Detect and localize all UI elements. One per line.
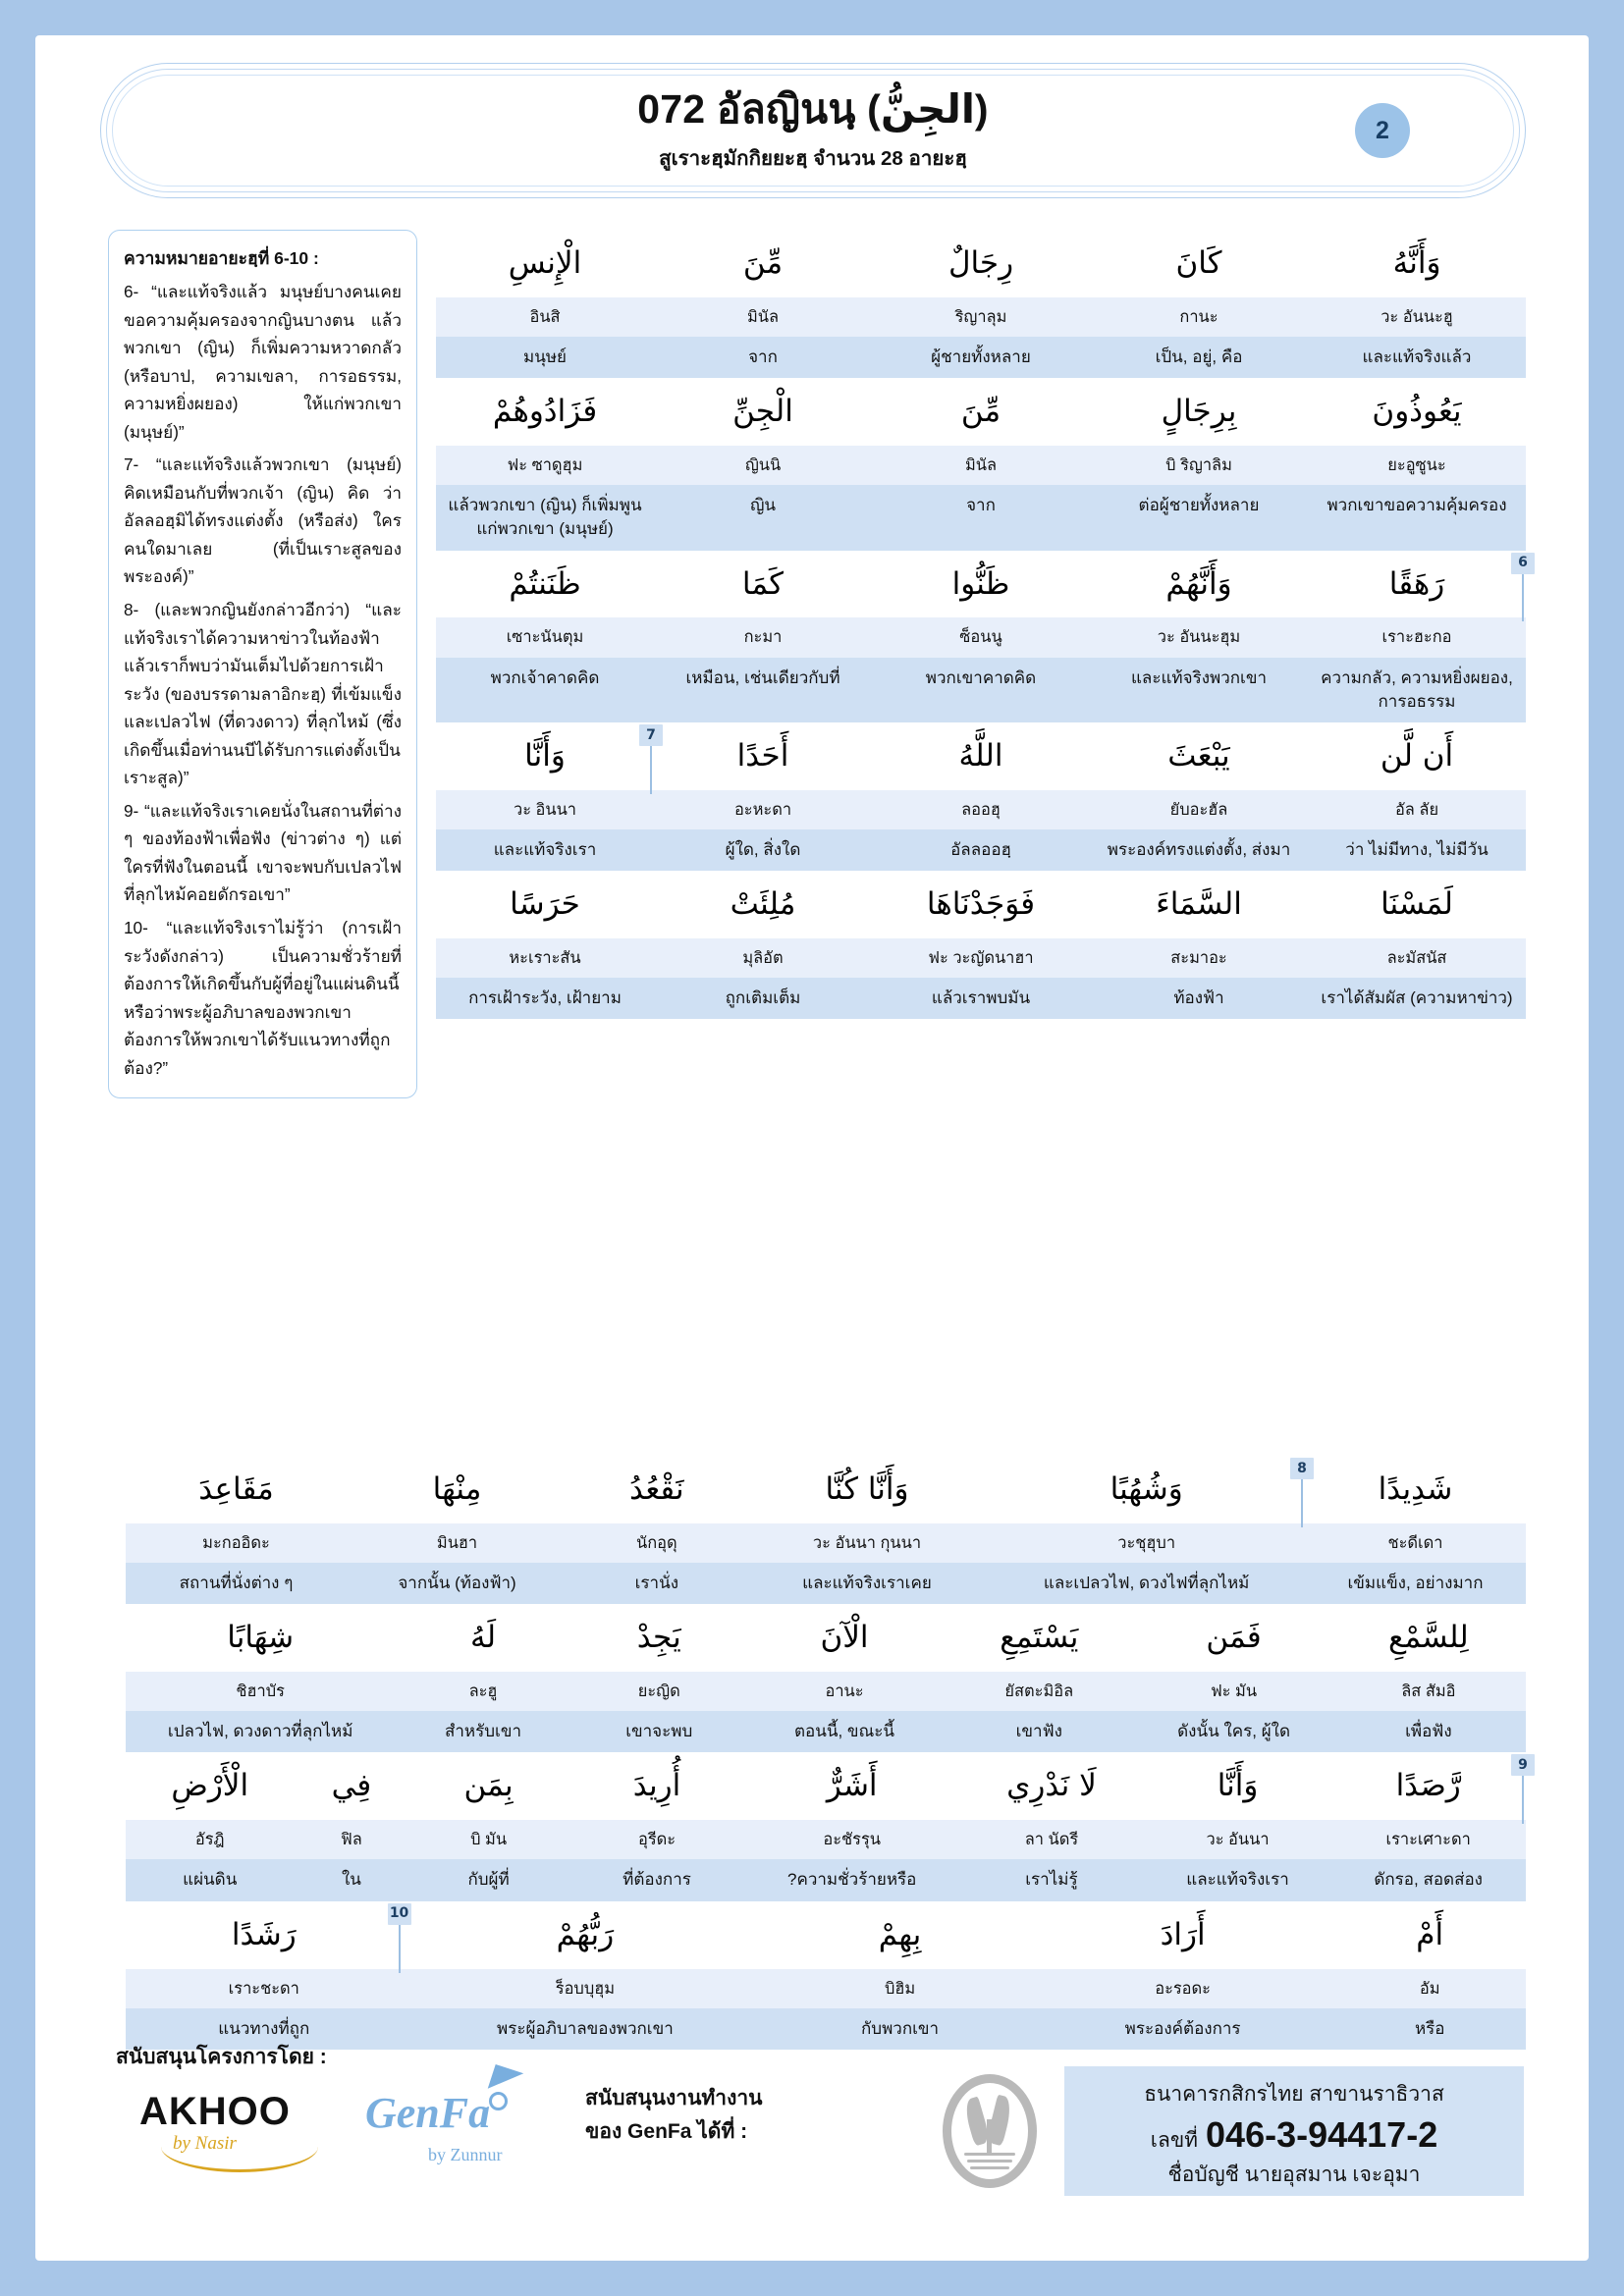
meaning-text: พระผู้อภิบาลของพวกเขา <box>497 2018 674 2038</box>
arabic-row <box>436 871 1526 938</box>
arabic-word[interactable]: شِهَابًا <box>227 1620 295 1656</box>
table-row <box>126 1456 1526 1604</box>
transliteration-text: อานะ <box>825 1682 864 1701</box>
footer <box>35 2031 1589 2227</box>
meaning-text: กับผู้ที่ <box>467 1870 510 1890</box>
genfa-support-note <box>585 2082 762 2148</box>
meaning-text: แผ่นดิน <box>183 1870 238 1890</box>
transliteration-text: วะ อันนา <box>1206 1831 1270 1849</box>
arabic-word[interactable]: الْآنَ <box>820 1620 869 1656</box>
meaning-text: สถานที่นั่งต่าง ๆ <box>179 1574 294 1593</box>
word-by-word-table <box>436 230 1526 1019</box>
arabic-word[interactable]: أَمْ <box>1416 1916 1444 1952</box>
transliteration-text: ฟะ มัน <box>1211 1682 1258 1701</box>
transliteration-text: ยะญิด <box>637 1682 680 1701</box>
arabic-row <box>126 1752 1526 1820</box>
transliteration-text: ละมัสนัส <box>1386 949 1447 967</box>
arabic-word[interactable]: شَدِيدًا <box>1378 1471 1453 1507</box>
akhoo-byline: by Nasir <box>173 2133 237 2154</box>
transliteration-row <box>126 1523 1526 1563</box>
meaning-text: ญิน <box>749 496 777 515</box>
transliteration-text: วะ อันนะฮู <box>1380 307 1453 326</box>
meaning-text: และแท้จริงพวกเขา <box>1130 667 1268 687</box>
arabic-word[interactable]: نَقْعُدُ <box>629 1471 684 1507</box>
meaning-text: ดังนั้น ใคร, ผู้ใด <box>1177 1722 1290 1741</box>
verse-number-badge: 6 <box>1511 553 1535 574</box>
meaning-text: ถูกเติมเต็ม <box>725 988 801 1008</box>
arabic-word[interactable]: بِمَن <box>463 1768 514 1804</box>
arabic-word[interactable]: لَا نَدْرِي <box>1006 1768 1097 1804</box>
arabic-word[interactable]: السَّمَاءَ <box>1156 886 1242 923</box>
transliteration-text: ละฮู <box>468 1682 498 1701</box>
table-row <box>436 722 1526 871</box>
transliteration-row <box>436 446 1526 485</box>
transliteration-text: อัรฎิ <box>194 1831 225 1849</box>
note-paragraph: 10- “และแท้จริงเราไม่รู้ว่า (การเฝ้าระวังดังกล่าว) เป็นความชั่วร้ายที่ต้องการให้เกิดขึ้นกับผู้ที่อยู่ในแผ่นดินนี้ หรือว่าพระผู้อภิบาลของพวกเขาต้องการให้พวกเขาได้รับแนวทางที่ถูกต้อง?” <box>124 918 402 1078</box>
arabic-word[interactable]: رَشَدًا 10 <box>126 1901 403 1969</box>
arabic-row <box>436 551 1526 618</box>
meaning-text: พวกเจ้าคาดคิด <box>490 667 600 687</box>
arabic-row <box>126 1604 1526 1672</box>
table-row <box>126 1604 1526 1752</box>
meaning-row <box>126 1711 1526 1752</box>
arabic-word[interactable]: بِهِمْ <box>878 1916 922 1952</box>
table-row <box>436 871 1526 1019</box>
arabic-word[interactable]: وَأَنَّا كُنَّا <box>825 1471 909 1507</box>
meaning-text: พระองค์ทรงแต่งตั้ง, ส่งมา <box>1107 839 1291 859</box>
meaning-text: และแท้จริงเรา <box>1186 1870 1289 1890</box>
meaning-text: อัลลออฮฺ <box>950 839 1011 859</box>
transliteration-row <box>436 617 1526 657</box>
arabic-word[interactable]: وَأَنَّا 7 <box>436 722 654 790</box>
note-body <box>124 278 402 1082</box>
meaning-text: และแท้จริงเรา <box>493 839 597 859</box>
transliteration-text: ญินนิ <box>744 456 782 475</box>
surah-subtitle: สูเราะฮฺมักกิยยะฮฺ จำนวน 28 อายะฮฺ <box>659 146 967 170</box>
arabic-word[interactable]: لِلسَّمْعِ <box>1387 1620 1469 1656</box>
table-row <box>436 230 1526 378</box>
arabic-word[interactable]: مِّنَ <box>742 245 784 281</box>
arabic-row <box>126 1456 1526 1523</box>
meaning-text: จาก <box>966 496 996 515</box>
transliteration-text: ริญาลุม <box>954 307 1007 326</box>
transliteration-text: ยะอูซูนะ <box>1387 456 1446 475</box>
arabic-word[interactable]: رَبُّهُمْ <box>556 1916 615 1952</box>
transliteration-text: มินัล <box>746 307 780 326</box>
table-row <box>436 551 1526 722</box>
meaning-row <box>126 1563 1526 1604</box>
document-page <box>35 35 1589 2261</box>
arabic-word[interactable]: وَأَنَّا <box>1217 1768 1259 1804</box>
arabic-word[interactable]: مُلِئَتْ <box>730 886 796 923</box>
bank-account-number: 046-3-94417-2 <box>1206 2114 1438 2155</box>
arabic-word[interactable]: وَأَنَّهُ <box>1392 245 1441 281</box>
arabic-word[interactable]: ظَنُّوا <box>951 565 1010 602</box>
arabic-word[interactable]: فَوَجَدْنَاهَا <box>926 886 1036 923</box>
transliteration-text: ลออฮุ <box>961 800 1001 819</box>
arabic-row <box>436 722 1526 790</box>
meaning-row <box>436 829 1526 871</box>
table-row <box>436 378 1526 550</box>
arabic-word[interactable]: فَزَادُوهُمْ <box>492 394 598 430</box>
arabic-word[interactable]: يَجِدْ <box>636 1620 681 1656</box>
bank-account-label: เลขที่ <box>1150 2129 1199 2152</box>
genfa-ring-icon <box>489 2092 508 2110</box>
arabic-row <box>436 230 1526 297</box>
transliteration-text: วะชุฮุบา <box>1117 1533 1176 1552</box>
transliteration-text: ชะดีเดา <box>1387 1533 1443 1552</box>
transliteration-row <box>126 1820 1526 1859</box>
genfa-note-line-2: ของ GenFa ได้ที่ : <box>585 2119 748 2143</box>
kbank-wave-1 <box>964 2153 1015 2156</box>
meaning-text: พวกเขาคาดคิด <box>925 667 1037 687</box>
transliteration-row <box>436 297 1526 337</box>
arabic-row <box>126 1901 1526 1969</box>
transliteration-text: ฟะ วะญัดนาฮา <box>928 949 1034 967</box>
transliteration-text: เราะชะดา <box>228 1979 299 1998</box>
meaning-row <box>436 978 1526 1019</box>
kbank-stem <box>987 2119 992 2153</box>
arabic-word[interactable]: الْإِنسِ <box>508 245 582 281</box>
transliteration-text: อะรอดะ <box>1155 1979 1211 1998</box>
transliteration-text: บิ ริญาลิม <box>1165 456 1232 475</box>
meaning-text: ผู้ใด, สิ่งใด <box>725 839 801 859</box>
meaning-text: เป็น, อยู่, คือ <box>1155 347 1243 367</box>
bank-name: ธนาคารกสิกรไทย สาขานราธิวาส <box>1144 2083 1444 2106</box>
transliteration-text: วะ อันนะฮุม <box>1157 628 1241 647</box>
transliteration-text: กานะ <box>1179 307 1218 326</box>
akhoo-wordmark: AKHOO <box>139 2090 291 2133</box>
arabic-word[interactable]: الْجِنِّ <box>732 394 793 430</box>
kbank-wave-3 <box>970 2166 1009 2169</box>
meaning-text: เขาจะพบ <box>625 1722 693 1741</box>
transliteration-text: วะ อินนา <box>513 800 577 819</box>
meaning-text: และแท้จริงแล้ว <box>1362 347 1472 367</box>
arabic-word[interactable]: بِرِجَالٍ <box>1161 394 1237 430</box>
surah-title: 072 อัลญินนฺ (الجِنُّ) <box>637 86 989 133</box>
arabic-word[interactable]: رِجَالٌ <box>947 245 1014 281</box>
note-title: ความหมายอายะฮฺที่ 6-10 : <box>124 248 319 268</box>
transliteration-row <box>436 790 1526 829</box>
meaning-text: แนวทางที่ถูก <box>218 2018 310 2038</box>
transliteration-text: เราะฮะกอ <box>1381 628 1452 647</box>
meaning-text: เหมือน, เช่นเดียวกับที่ <box>685 667 840 687</box>
transliteration-text: อัม <box>1419 1979 1440 1998</box>
arabic-word[interactable]: أُرِيدَ <box>632 1768 681 1804</box>
meaning-text: ท้องฟ้า <box>1173 988 1224 1008</box>
page-number-badge: 2 <box>1355 103 1410 158</box>
note-paragraph: 7- “และแท้จริงแล้วพวกเขา (มนุษย์) คิดเหมือนกับที่พวกเจ้า (ญิน) คิด ว่าอัลลอฮฺมิได้ทรงแต่งตั้ง (หรือส่ง) ใครคนใดมาเลย (ที่เป็นเราะสูลของพระองค์)” <box>124 454 402 587</box>
genfa-byline: by Zunnur <box>428 2145 503 2164</box>
transliteration-text: บิ มัน <box>470 1831 508 1849</box>
meaning-note-box <box>108 230 417 1098</box>
meaning-text: เพื่อฟัง <box>1405 1722 1452 1741</box>
transliteration-text: อินสิ <box>529 307 561 326</box>
meaning-text: ว่า ไม่มีทาง, ไม่มีวัน <box>1345 839 1489 859</box>
meaning-text: ใน <box>341 1870 361 1890</box>
meaning-text: แล้วพวกเขา (ญิน) ก็เพิ่มพูนแก่พวกเขา (มนุษย์) <box>448 496 642 539</box>
meaning-text: เปลวไฟ, ดวงดาวที่ลุกไหม้ <box>167 1722 353 1741</box>
header-ornament <box>100 63 1526 198</box>
support-label: สนับสนุนโครงการโดย : <box>116 2046 327 2068</box>
transliteration-text: มินัล <box>964 456 998 475</box>
meaning-row <box>126 1859 1526 1900</box>
transliteration-text: สะมาอะ <box>1170 949 1227 967</box>
transliteration-text: วะ อันนา กุนนา <box>812 1533 922 1552</box>
transliteration-text: บิฮิม <box>884 1979 916 1998</box>
verse-number-badge: 8 <box>1290 1458 1314 1479</box>
transliteration-row <box>126 1969 1526 2008</box>
transliteration-row <box>436 938 1526 978</box>
note-paragraph: 8- (และพวกญินยังกล่าวอีกว่า) “และแท้จริงเราได้ความหาข่าวในท้องฟ้า แล้วเราก็พบว่ามันเต็มไปด้วยการเฝ้าระวัง (ของบรรดามลาอิกะฮฺ) ที่เข้มแข็งและเปลวไฟ (ที่ดวงดาว) ที่ลุกไหม้ (ซึ่งเกิดขึ้นเมื่อท่านนบีได้รับการแต่งตั้งเป็นเราะสูล)” <box>124 600 402 788</box>
arabic-word[interactable]: أَرَادَ <box>1160 1916 1206 1952</box>
note-paragraph: 6- “และแท้จริงแล้ว มนุษย์บางคนเคยขอความคุ้มครองจากญินบางตน แล้วพวกเขา (ญิน) ก็เพิ่มความหวาดกลัว (หรือบาป, ความเขลา, การอธรรม, ความหยิ่งผยอง) ให้แก่พวกเขา (มนุษย์)” <box>124 282 402 442</box>
transliteration-text: เซาะนันตุม <box>506 628 584 647</box>
transliteration-text: อะชัรรุน <box>823 1831 881 1849</box>
meaning-text: ต่อผู้ชายทั้งหลาย <box>1138 496 1260 515</box>
table-row <box>126 1752 1526 1900</box>
meaning-text: ดักรอ, สอดส่อง <box>1374 1870 1483 1890</box>
transliteration-text: ยัสตะมิอิล <box>1004 1682 1074 1701</box>
meaning-text: เข้มแข็ง, อย่างมาก <box>1347 1574 1484 1593</box>
transliteration-text: มะกออิดะ <box>202 1533 270 1552</box>
meaning-text: ความชั่วร้ายหรือ? <box>786 1870 917 1890</box>
meaning-text: เรานั่ง <box>634 1574 679 1593</box>
arabic-word[interactable]: لَمَسْنَا <box>1380 886 1453 923</box>
arabic-word[interactable]: رَهَقًا 6 <box>1308 551 1526 618</box>
transliteration-text: ลา นัดรี <box>1024 1831 1079 1849</box>
verse-number-badge: 9 <box>1511 1754 1535 1776</box>
meaning-text: การเฝ้าระวัง, เฝ้ายาม <box>468 988 622 1008</box>
arabic-word[interactable]: أَن لَّن <box>1380 737 1454 774</box>
transliteration-text: ฟิล <box>341 1831 362 1849</box>
meaning-text: จากนั้น (ท้องฟ้า) <box>398 1574 516 1593</box>
verse-number-badge: 7 <box>639 724 663 746</box>
meaning-text: แล้วเราพบมัน <box>931 988 1031 1008</box>
meaning-text: มนุษย์ <box>523 347 567 367</box>
table-row <box>126 1901 1526 2050</box>
transliteration-text: ฟะ ซาดูฮุม <box>507 456 583 475</box>
verse-number-badge: 10 <box>388 1903 411 1925</box>
arabic-word[interactable]: يَسْتَمِعِ <box>1000 1620 1079 1656</box>
meaning-text: และเปลวไฟ, ดวงไฟที่ลุกไหม้ <box>1043 1574 1250 1593</box>
arabic-word[interactable]: حَرَسًا <box>510 886 580 923</box>
kbank-logo-icon <box>943 2074 1037 2188</box>
genfa-note-line-1: สนับสนุนงานทำงาน <box>585 2087 763 2109</box>
arabic-word[interactable]: اللَّهُ <box>958 737 1003 774</box>
meaning-text: เขาฟัง <box>1015 1722 1062 1741</box>
meaning-text: เราไม่รู้ <box>1025 1870 1078 1890</box>
arabic-word[interactable]: أَشَرٌّ <box>826 1768 878 1804</box>
transliteration-text: มุลิอัต <box>742 949 784 967</box>
transliteration-text: ยับอะฮัล <box>1169 800 1228 819</box>
arabic-word[interactable]: أَحَدًا <box>736 737 789 774</box>
meaning-text: และแท้จริงเราเคย <box>802 1574 932 1593</box>
arabic-word[interactable]: مِنْهَا <box>432 1471 482 1507</box>
meaning-text: จาก <box>748 347 778 367</box>
arabic-word[interactable]: رَّصَدًا 9 <box>1330 1752 1526 1820</box>
transliteration-text: อะหะดา <box>733 800 792 819</box>
arabic-word[interactable]: وَشُهُبًا 8 <box>988 1456 1305 1523</box>
transliteration-text: นักอุดุ <box>636 1533 677 1552</box>
word-by-word-table-wide <box>126 1456 1526 2050</box>
transliteration-text: ชิฮาบัร <box>236 1682 285 1701</box>
transliteration-text: กะมา <box>743 628 783 647</box>
bank-details-box <box>1064 2066 1524 2196</box>
meaning-text: พระองค์ต้องการ <box>1124 2018 1241 2038</box>
arabic-row <box>436 378 1526 446</box>
meaning-text: ผู้ชายทั้งหลาย <box>931 347 1031 367</box>
meaning-row <box>436 485 1526 550</box>
transliteration-text: หะเราะสัน <box>509 949 581 967</box>
kbank-wave-2 <box>967 2160 1012 2163</box>
meaning-text: พวกเขาขอความคุ้มครอง <box>1326 496 1507 515</box>
arabic-word[interactable]: لَهُ <box>469 1620 497 1656</box>
arabic-word[interactable]: ظَنَنتُمْ <box>509 565 581 602</box>
meaning-text: หรือ <box>1414 2018 1445 2038</box>
note-paragraph: 9- “และแท้จริงเราเคยนั่งในสถานที่ต่าง ๆ ของท้องฟ้าเพื่อฟัง (ข่าวต่าง ๆ) แต่ใครที่ฟังในตอนนี้ เขาจะพบกับเปลวไฟที่ลุกไหม้คอยดักรอเขา” <box>124 800 402 905</box>
transliteration-text: ซ็อนนู <box>959 628 1002 647</box>
arabic-word[interactable]: يَعُوذُونَ <box>1372 394 1462 430</box>
meaning-text: ที่ต้องการ <box>623 1870 691 1890</box>
arabic-word[interactable]: كَمَا <box>741 565 785 602</box>
transliteration-text: มินฮา <box>436 1533 478 1552</box>
transliteration-text: อัล ลัย <box>1394 800 1439 819</box>
arabic-word[interactable]: وَأَنَّهُمْ <box>1165 565 1232 602</box>
meaning-text: ตอนนี้, ขณะนี้ <box>793 1722 895 1741</box>
arabic-word[interactable]: مِّنَ <box>960 394 1001 430</box>
transliteration-text: เราะเศาะดา <box>1385 1831 1471 1849</box>
arabic-word[interactable]: الْأَرْضِ <box>171 1768 249 1804</box>
transliteration-text: อุรีดะ <box>637 1831 677 1849</box>
bank-account-owner: ชื่อบัญชี นายอุสมาน เจะอุมา <box>1167 2163 1421 2186</box>
arabic-word[interactable]: كَانَ <box>1175 245 1222 281</box>
meaning-text: เราได้สัมผัส (ความหาข่าว) <box>1321 988 1513 1008</box>
meaning-row <box>436 337 1526 378</box>
genfa-wordmark: GenFa <box>365 2089 491 2137</box>
arabic-word[interactable]: يَبْعَثَ <box>1167 737 1230 774</box>
arabic-word[interactable]: مَقَاعِدَ <box>198 1471 274 1507</box>
transliteration-text: ลิส สัมอิ <box>1401 1682 1456 1701</box>
meaning-text: สำหรับเขา <box>444 1722 522 1741</box>
arabic-word[interactable]: فِي <box>331 1768 372 1804</box>
transliteration-text: ร็อบบุฮุม <box>555 1979 616 1998</box>
meaning-text: ความกลัว, ความหยิ่งผยอง, การอธรรม <box>1321 667 1513 711</box>
meaning-text: กับพวกเขา <box>860 2018 940 2038</box>
arabic-word[interactable]: فَمَن <box>1206 1620 1262 1656</box>
meaning-row <box>436 658 1526 722</box>
transliteration-row <box>126 1672 1526 1711</box>
